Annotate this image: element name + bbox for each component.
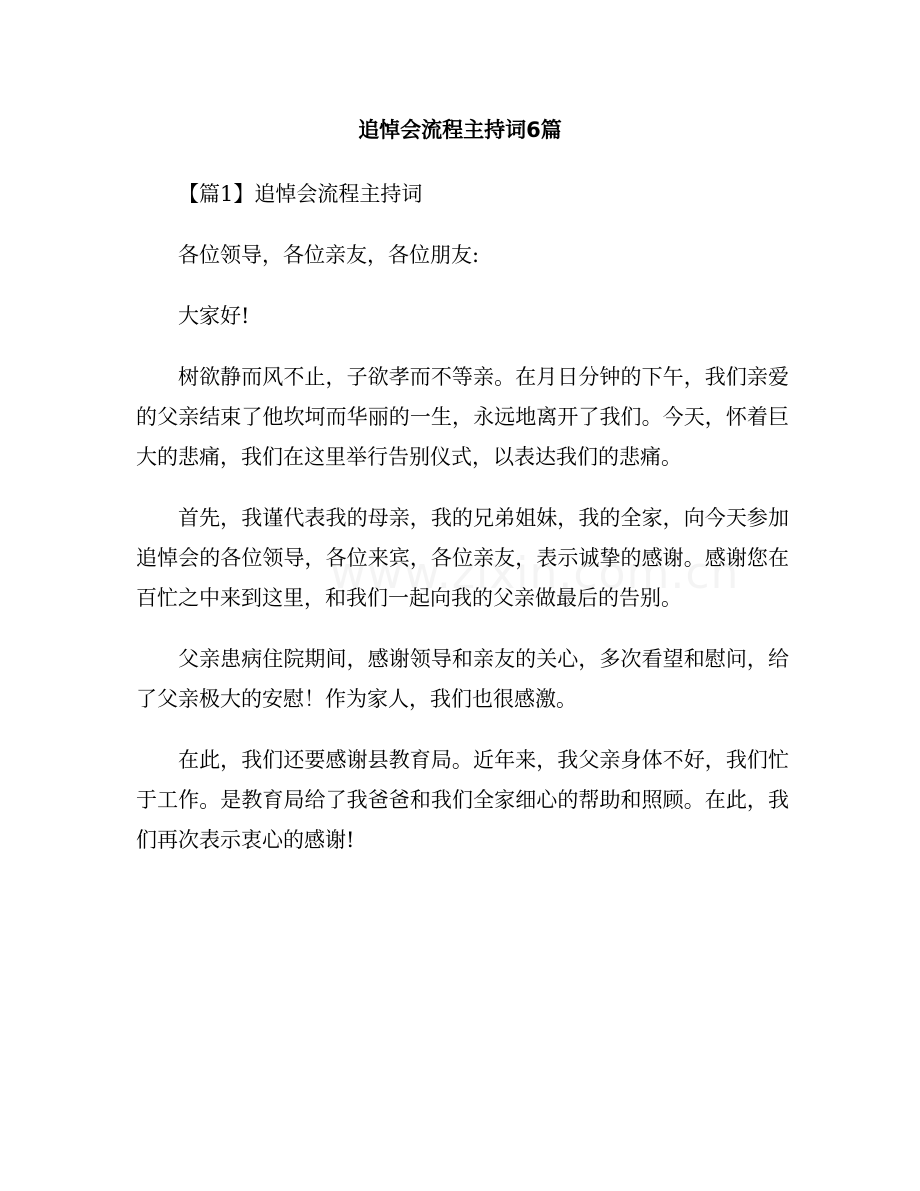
body-paragraph: 父亲患病住院期间，感谢领导和亲友的关心，多次看望和慰问，给了父亲极大的安慰！作为家人，我们也很感激。 (136, 647, 789, 711)
body-paragraph: 首先，我谨代表我的母亲，我的兄弟姐妹，我的全家，向今天参加追悼会的各位领导，各位来宾，各位亲友，表示诚挚的感谢。感谢您在百忙之中来到这里，和我们一起向我的父亲做最后的告别。 (136, 506, 789, 610)
document-title: 追悼会流程主持词6篇 (358, 118, 562, 142)
body-paragraph: 在此，我们还要感谢县教育局。近年来，我父亲身体不好，我们忙于工作。是教育局给了我爸爸和我们全家细心的帮助和照顾。在此，我们再次表示衷心的感谢! (136, 748, 789, 852)
hello-paragraph: 大家好! (178, 304, 250, 328)
body-paragraph: 树欲静而风不止，子欲孝而不等亲。在月日分钟的下午，我们亲爱的父亲结束了他坎坷而华丽的一生，永远地离开了我们。今天，怀着巨大的悲痛，我们在这里举行告别仪式，以表达我们的悲痛。 (136, 365, 789, 469)
greeting-paragraph: 各位领导，各位亲友，各位朋友: (178, 243, 480, 267)
section-heading: 【篇1】追悼会流程主持词 (178, 182, 423, 206)
document-body (136, 174, 789, 881)
